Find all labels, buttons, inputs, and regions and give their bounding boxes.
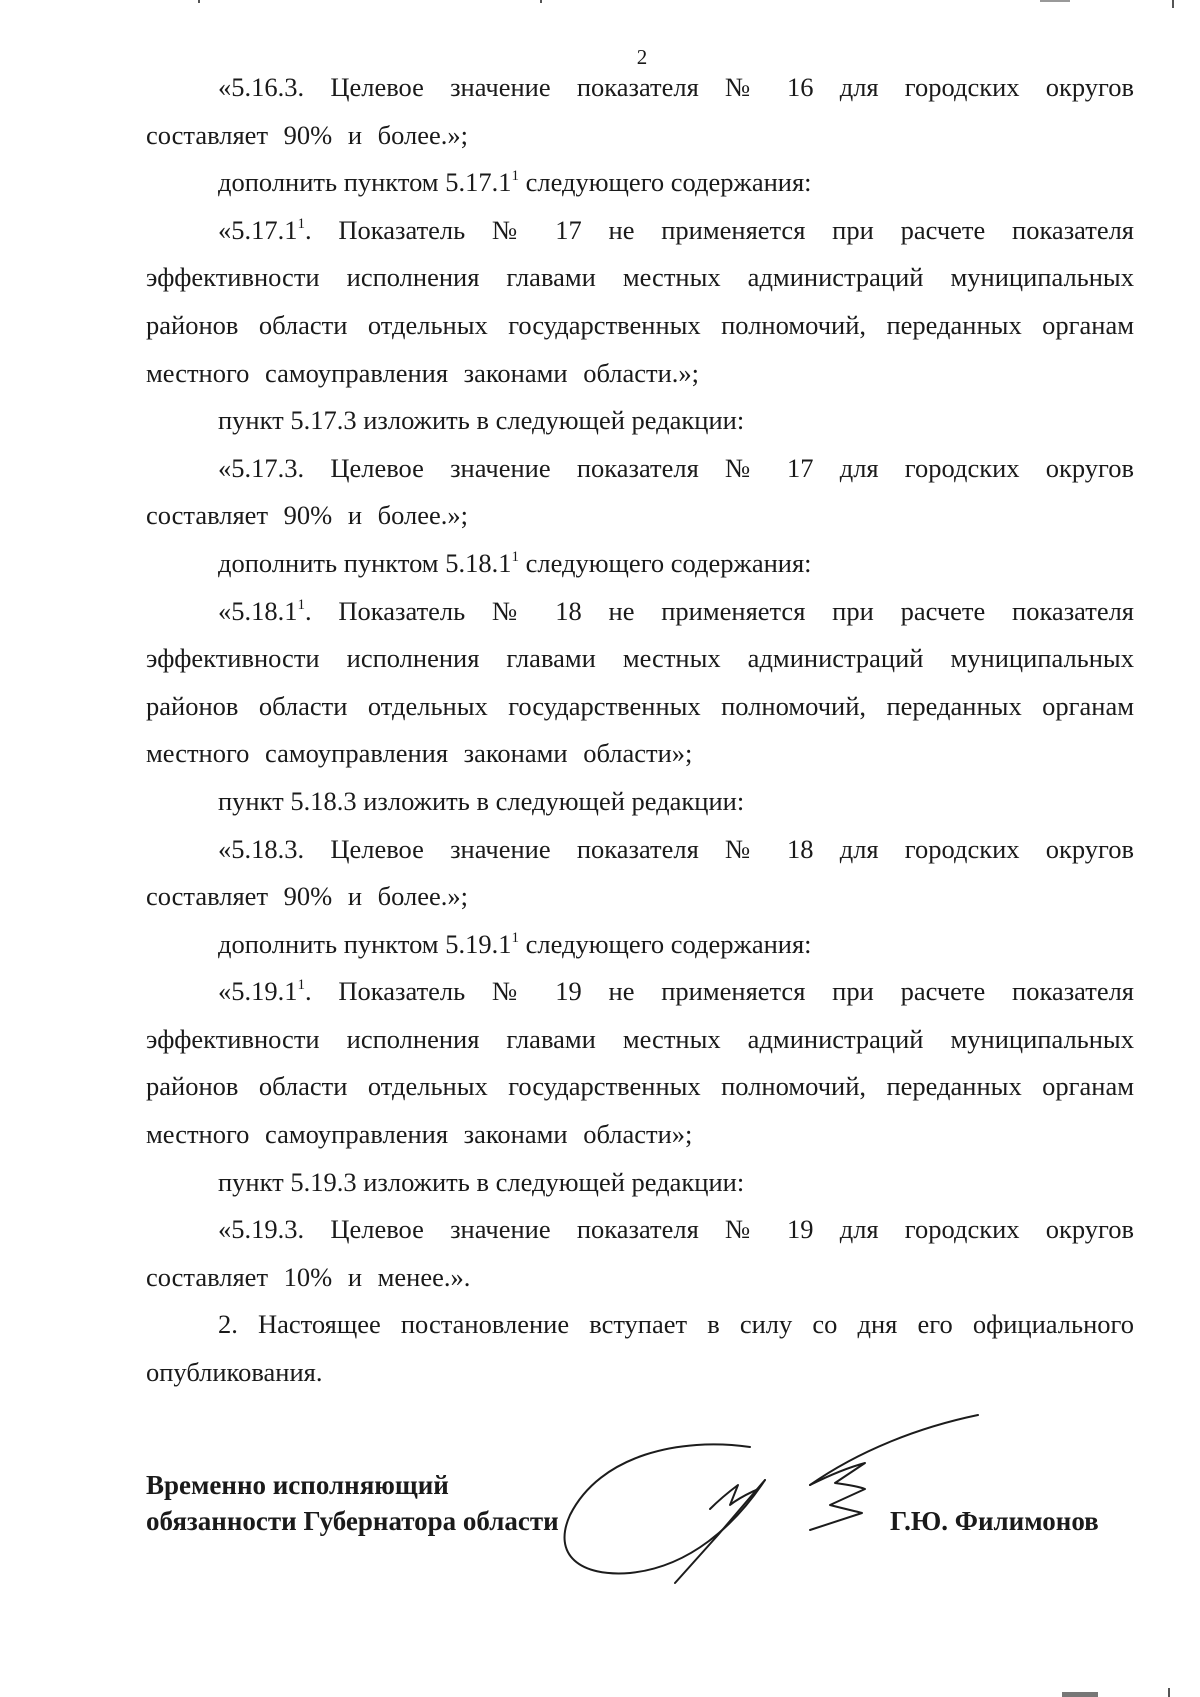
paragraph: [146, 540, 1134, 588]
paragraph-text: дополнить пунктом 5.17.1: [218, 167, 512, 198]
paragraph-text: . Показатель № 19 не применяется при расчете показателя эффективности исполнения главами местных администраций муниципальных районов области отдельных государственных полномочий, переданных органам местного самоуправления законами области»;: [146, 976, 1134, 1150]
paragraph-text: . Показатель № 17 не применяется при расчете показателя эффективности исполнения главами местных администраций муниципальных районов области отдельных государственных полномочий, переданных органам местного самоуправления законами области.»;: [146, 214, 1134, 388]
paragraph-text: следующего содержания:: [518, 167, 812, 198]
paragraph-text: пункт 5.18.3 изложить в следующей редакции:: [218, 785, 745, 816]
superscript: 1: [511, 929, 519, 946]
paragraph-text: 2. Настоящее постановление вступает в силу со дня его официального опубликования.: [146, 1309, 1134, 1388]
superscript: 1: [297, 977, 305, 994]
paragraph-text: «5.17.1: [218, 214, 298, 245]
superscript: 1: [511, 548, 519, 565]
page-number: 2: [636, 45, 648, 69]
paragraph: [146, 1301, 1134, 1396]
paragraph-text: «5.17.3. Целевое значение показателя № 17 для городских округов составляет 90% и более.»;: [146, 452, 1134, 531]
paragraph: [146, 826, 1134, 921]
paragraph: [146, 159, 1134, 207]
paragraph: [146, 588, 1134, 778]
paragraph: [146, 968, 1134, 1158]
paragraph-text: следующего содержания:: [518, 547, 812, 578]
paragraph-text: пункт 5.19.3 изложить в следующей редакции:: [218, 1166, 745, 1197]
document-body: [146, 64, 1134, 1397]
signatory-name: Г.Ю. Филимонов: [890, 1506, 1099, 1536]
paragraph-text: «5.19.3. Целевое значение показателя № 19 для городских округов составляет 10% и менее.».: [146, 1214, 1134, 1292]
paragraph: [146, 397, 1134, 445]
superscript: 1: [297, 215, 305, 232]
paragraph-text: дополнить пунктом 5.18.1: [218, 547, 512, 578]
paragraph: [146, 64, 1134, 159]
paragraph-text: . Показатель № 18 не применяется при расчете показателя эффективности исполнения главами местных администраций муниципальных районов области отдельных государственных полномочий, переданных органам местного самоуправления законами области»;: [146, 595, 1134, 769]
superscript: 1: [297, 596, 305, 613]
signature-block: [146, 1467, 1146, 1607]
superscript: 1: [511, 168, 519, 185]
paragraph: [146, 778, 1134, 826]
paragraph-text: «5.19.1: [218, 976, 298, 1007]
paragraph: [146, 1206, 1134, 1301]
signatory-title-line-2: обязанности Губернатора области: [146, 1506, 559, 1536]
paragraph-text: дополнить пунктом 5.19.1: [218, 928, 512, 959]
signatory-title: [146, 1467, 626, 1539]
paragraph-text: «5.16.3. Целевое значение показателя № 16 для городских округов составляет 90% и более.»;: [146, 72, 1134, 150]
paragraph: [146, 921, 1134, 969]
paragraph-text: «5.18.3. Целевое значение показателя № 18 для городских округов составляет 90% и более.»;: [146, 833, 1134, 912]
paragraph-text: пункт 5.17.3 изложить в следующей редакции:: [218, 405, 745, 436]
signatory-title-line-1: Временно исполняющий: [146, 1470, 449, 1500]
paragraph-text: следующего содержания:: [518, 928, 812, 959]
paragraph: [146, 445, 1134, 540]
paragraph-text: «5.18.1: [218, 595, 298, 626]
paragraph: [146, 207, 1134, 397]
paragraph: [146, 1159, 1134, 1207]
